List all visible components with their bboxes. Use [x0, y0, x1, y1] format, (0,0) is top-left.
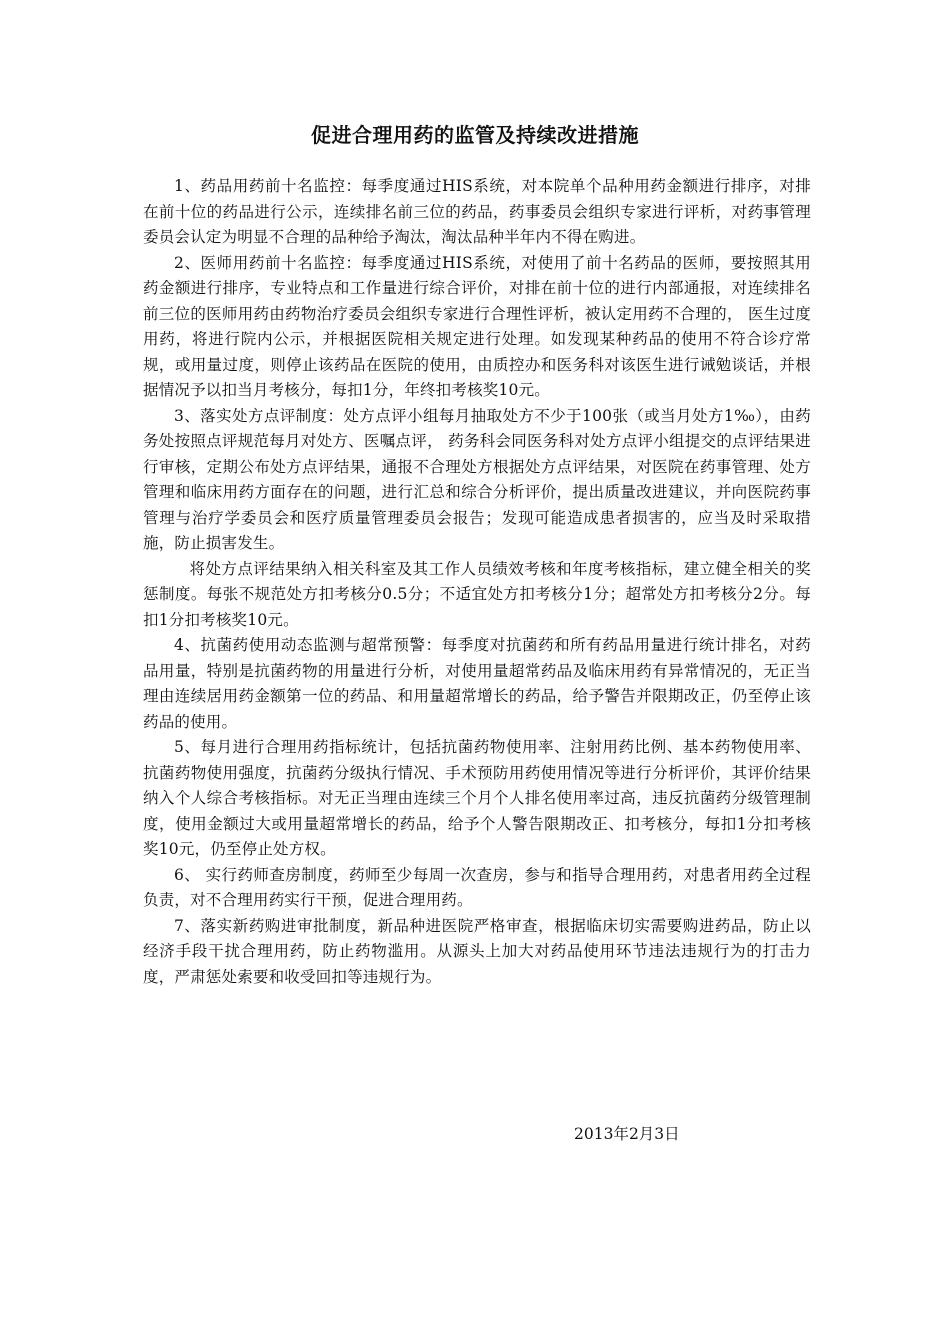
paragraph-3-prescription-review: 3、落实处方点评制度：处方点评小组每月抽取处方不少于100张（或当月处方1‰），由药务处按照点评规范每月对处方、医嘱点评， 药务科会同医务科对处方点评小组提交的点评结果进行审核，定期公布处方点评结果，通报不合理处方根据处方点评结果，对医院在药事管理、处方管理和临床用药方面存在的问题，进行汇总和综合分析评价，提出质量改进建议，并向医院药事管理与治疗学委员会和医疗质量管理委员会报告；发现可能造成患者损害的，应当及时采取措施，防止损害发生。	[143, 406, 811, 552]
document-date: 2013年2月3日	[574, 1125, 680, 1143]
paragraph-6-pharmacist-rounds: 6、 实行药师查房制度，药师至少每周一次查房，参与和指导合理用药，对患者用药全过程负责，对不合理用药实行干预，促进合理用药。	[143, 865, 811, 909]
paragraph-5-monthly-indicators: 5、每月进行合理用药指标统计，包括抗菌药物使用率、注射用药比例、基本药物使用率、抗菌药物使用强度，抗菌药分级执行情况、手术预防用药使用情况等进行分析评价，其评价结果纳入个人综合考核指标。对无正当理由连续三个月个人排名使用率过高，违反抗菌药分级管理制度，使用金额过大或用量超常增长的药品，给予个人警告限期改正、扣考核分，每扣1分扣考核奖10元，仍至停止处方权。	[143, 738, 811, 858]
paragraph-3-prescription-review-penalties: 将处方点评结果纳入相关科室及其工作人员绩效考核和年度考核指标，建立健全相关的奖惩制度。每张不规范处方扣考核分0.5分；不适宜处方扣考核分1分；超常处方扣考核分2分。每扣1分扣考核奖10元。	[143, 559, 811, 629]
paragraph-2-physician-top-ten-monitoring: 2、医师用药前十名监控：每季度通过HIS系统，对使用了前十名药品的医师，要按照其用药金额进行排序，专业特点和工作量进行综合评价，对排在前十位的进行内部通报，对连续排名前三位的医师用药由药物治疗委员会组织专家进行合理性评析，被认定用药不合理的， 医生过度用药，将进行院内公示，并根据医院相关规定进行处理。如发现某种药品的使用不符合诊疗常规，或用量过度，则停止该药品在医院的使用，由质控办和医务科对该医生进行诫勉谈话，并根据情况予以扣当月考核分，每扣1分，年终扣考核奖10元。	[143, 253, 811, 399]
paragraph-4-antibiotic-monitoring: 4、抗菌药使用动态监测与超常预警：每季度对抗菌药和所有药品用量进行统计排名，对药品用量，特别是抗菌药物的用量进行分析，对使用量超常药品及临床用药有异常情况的，无正当理由连续居用药金额第一位的药品、和用量超常增长的药品，给予警告并限期改正，仍至停止该药品的使用。	[143, 636, 811, 731]
paragraph-1-drug-top-ten-monitoring: 1、药品用药前十名监控：每季度通过HIS系统，对本院单个品种用药金额进行排序，对排在前十位的药品进行公示，连续排名前三位的药品，药事委员会组织专家进行评析，对药事管理委员会认定为明显不合理的品种给予淘汰，淘汰品种半年内不得在购进。	[143, 177, 811, 246]
paragraph-7-new-drug-approval: 7、落实新药购进审批制度，新品种进医院严格审查，根据临床切实需要购进药品，防止以经济手段干扰合理用药，防止药物滥用。从源头上加大对药品使用环节违法违规行为的打击力度，严肃惩处索要和收受回扣等违规行为。	[143, 916, 811, 986]
document-body	[143, 174, 811, 990]
document-title: 促进合理用药的监管及持续改进措施	[311, 123, 639, 147]
